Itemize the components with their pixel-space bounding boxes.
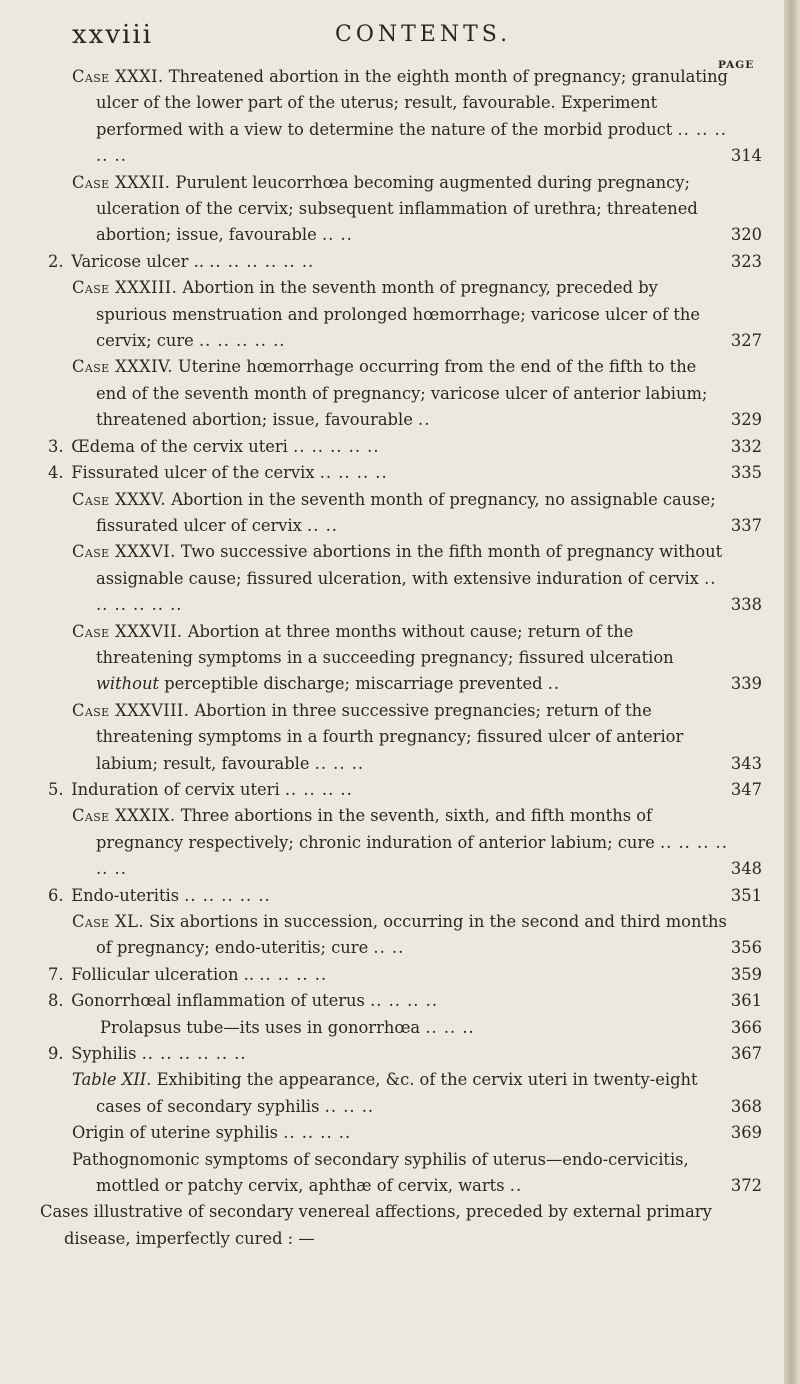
leader-dots: .. .. .. .. .. .. bbox=[209, 251, 315, 271]
entry-text: Abortion in three successive pregnancies; return of the threatening symptoms in a fourth pregnancy; fissured ulcer of anterior labium; result, favourable bbox=[96, 700, 684, 773]
page-number: 348 bbox=[730, 859, 762, 879]
section-number: 9. bbox=[48, 1044, 64, 1064]
page-number: 332 bbox=[730, 436, 762, 456]
toc-entry-case-xxxi bbox=[0, 64, 784, 170]
case-label: Case XXXVIII. bbox=[72, 700, 190, 720]
leader-dots: .. .. .. .. .. .. bbox=[141, 1044, 247, 1064]
toc-entry-section-8 bbox=[0, 988, 784, 1014]
leader-dots: .. .. .. .. .. .. bbox=[96, 568, 717, 615]
entry-text: Induration of cervix uteri bbox=[71, 779, 280, 799]
entry-text: Syphilis bbox=[71, 1044, 137, 1064]
leader-dots: .. .. bbox=[307, 515, 338, 535]
entry-text: Prolapsus tube—its uses in gonorrhœa bbox=[100, 1017, 421, 1037]
case-label: Case XXXIV. bbox=[72, 357, 173, 377]
toc-entry-case-xl bbox=[0, 909, 784, 962]
leader-dots: .. .. .. .. .. bbox=[96, 119, 727, 166]
toc-entry-case-xxxvi bbox=[0, 539, 784, 618]
leader-dots: .. .. .. .. bbox=[283, 1123, 352, 1143]
toc-entry-section-2 bbox=[0, 249, 784, 275]
section-number: 6. bbox=[48, 885, 64, 905]
page-column-label: PAGE bbox=[718, 59, 755, 71]
leader-dots: .. .. .. bbox=[314, 753, 365, 773]
section-number: 2. bbox=[48, 251, 64, 271]
page-number: 335 bbox=[730, 463, 762, 483]
running-title: CONTENTS. bbox=[335, 22, 512, 47]
toc-entry-table-xii bbox=[0, 1067, 784, 1120]
section-number: 5. bbox=[48, 779, 64, 799]
page-number: 361 bbox=[730, 991, 762, 1011]
leader-dots: .. .. .. .. bbox=[370, 991, 438, 1011]
toc-entry-section-7 bbox=[0, 962, 784, 988]
case-label: Case XXXVI. bbox=[72, 542, 176, 562]
page-number: 359 bbox=[730, 964, 762, 984]
toc-entry-pathognomonic bbox=[0, 1147, 784, 1200]
toc-entry-origin-syphilis bbox=[0, 1120, 784, 1146]
leader-dots: .. bbox=[547, 674, 561, 694]
entry-text: Uterine hœmorrhage occurring from the end of the fifth to the end of the seventh month of pregnancy; varicose ulcer of anterior labium; threatened abortion; issue, favourable bbox=[96, 357, 708, 430]
leader-dots: .. .. .. .. bbox=[284, 779, 353, 799]
page-number: 337 bbox=[730, 515, 762, 535]
toc-entry-section-6 bbox=[0, 883, 784, 909]
page-number: 347 bbox=[730, 779, 762, 799]
entry-italic-text: without bbox=[96, 674, 160, 694]
entry-text: Origin of uterine syphilis bbox=[72, 1123, 279, 1143]
table-of-contents bbox=[0, 64, 784, 1252]
entry-text: Abortion in the seventh month of pregnancy, no assignable cause; fissurated ulcer of cervix bbox=[96, 489, 716, 535]
toc-entry-section-5 bbox=[0, 777, 784, 803]
toc-entry-case-xxxii bbox=[0, 170, 784, 249]
leader-dots: .. bbox=[509, 1176, 523, 1196]
page-number: 327 bbox=[730, 331, 762, 351]
entry-text: Œdema of the cervix uteri bbox=[71, 436, 288, 456]
entry-text: Three abortions in the seventh, sixth, and fifth months of pregnancy respectively; chronic induration of anterior labium; cure bbox=[96, 806, 655, 852]
leader-dots: .. .. .. bbox=[324, 1096, 375, 1116]
entry-text: Threatened abortion in the eighth month of pregnancy; granulating ulcer of the lower part of the uterus; result, favourable. Experiment performed with a view to determine the nature of the morbid product bbox=[96, 67, 728, 139]
case-label: Case XXXI. bbox=[72, 67, 164, 86]
table-label: Table XII. bbox=[72, 1070, 152, 1090]
leader-dots: .. .. .. .. bbox=[319, 463, 388, 483]
page-number: 368 bbox=[730, 1096, 762, 1116]
leader-dots: .. bbox=[418, 410, 431, 430]
leader-dots: .. .. .. .. .. .. bbox=[96, 832, 728, 879]
entry-text: Abortion in the seventh month of pregnancy, preceded by spurious menstruation and prolonged hœmorrhage; varicose ulcer of the cervix; cure bbox=[96, 278, 701, 351]
page-folio: xxviii bbox=[72, 20, 153, 50]
toc-entry-case-xxxiv bbox=[0, 354, 784, 433]
toc-entry-case-xxxix bbox=[0, 803, 784, 882]
toc-entry-case-xxxvii bbox=[0, 619, 784, 698]
toc-entry-section-3 bbox=[0, 434, 784, 460]
entry-text: Fissurated ulcer of the cervix bbox=[71, 463, 315, 483]
leader-dots: .. .. .. .. .. bbox=[184, 885, 271, 905]
page-number: 372 bbox=[730, 1176, 762, 1196]
leader-dots: .. .. bbox=[321, 225, 353, 245]
page-number: 369 bbox=[730, 1123, 762, 1143]
section-number: 7. bbox=[48, 964, 64, 984]
page-number: 339 bbox=[730, 674, 762, 694]
entry-text: Cases illustrative of secondary venereal affections, preceded by external primary disease, imperfectly cured : — bbox=[40, 1202, 712, 1248]
toc-entry-case-xxxiii bbox=[0, 275, 784, 354]
entry-text: Abortion at three months without cause; return of the threatening symptoms in a succeeding pregnancy; fissured ulceration bbox=[96, 621, 674, 667]
entry-text: Follicular ulceration .. bbox=[71, 964, 254, 984]
page-number: 320 bbox=[730, 225, 762, 245]
toc-entry-section-4 bbox=[0, 460, 784, 486]
toc-entry-cases-illustrative bbox=[0, 1199, 784, 1252]
section-number: 3. bbox=[48, 436, 64, 456]
entry-text: Two successive abortions in the fifth month of pregnancy without assignable cause; fissured ulceration, with extensive induration of cervix bbox=[96, 542, 723, 588]
toc-entry-prolapsus-tube bbox=[0, 1015, 784, 1041]
entry-text: Pathognomonic symptoms of secondary syphilis of uterus—endo-cervicitis, mottled or patchy cervix, aphthæ of cervix, warts bbox=[72, 1149, 689, 1196]
case-label: Case XL. bbox=[72, 912, 144, 931]
leader-dots: .. .. .. .. bbox=[259, 964, 328, 984]
case-label: Case XXXIX. bbox=[72, 806, 176, 826]
entry-text: Exhibiting the appearance, &c. of the cervix uteri in twenty-eight cases of secondary syphilis bbox=[96, 1070, 698, 1116]
page-number: 314 bbox=[730, 146, 762, 166]
book-fore-edge bbox=[784, 0, 800, 1384]
page-number: 367 bbox=[730, 1044, 762, 1064]
toc-entry-section-9 bbox=[0, 1041, 784, 1067]
toc-entry-case-xxxv bbox=[0, 487, 784, 540]
leader-dots: .. .. .. .. .. bbox=[293, 436, 380, 456]
page-number: 351 bbox=[730, 885, 762, 905]
leader-dots: .. .. bbox=[373, 938, 405, 958]
page-header bbox=[0, 20, 784, 60]
case-label: Case XXXVII. bbox=[72, 621, 183, 641]
leader-dots: .. .. .. .. .. bbox=[199, 331, 286, 351]
section-number: 8. bbox=[48, 991, 64, 1011]
case-label: Case XXXV. bbox=[72, 489, 167, 509]
entry-text: Varicose ulcer .. bbox=[71, 251, 204, 271]
entry-text: Six abortions in succession, occurring in the second and third months of pregnancy; endo-uteritis; cure bbox=[96, 912, 727, 958]
page-number: 343 bbox=[730, 753, 762, 773]
entry-text: Purulent leucorrhœa becoming augmented during pregnancy; ulceration of the cervix; subsequent inflammation of urethra; threatened abortion; issue, favourable bbox=[96, 172, 698, 245]
entry-text: Endo-uteritis bbox=[71, 885, 180, 905]
entry-text-continued: perceptible discharge; miscarriage prevented bbox=[164, 674, 543, 694]
case-label: Case XXXIII. bbox=[72, 278, 178, 298]
page-number: 338 bbox=[730, 595, 762, 615]
page-number: 366 bbox=[730, 1017, 762, 1037]
page-number: 356 bbox=[730, 938, 762, 958]
page-number: 329 bbox=[730, 410, 762, 430]
leader-dots: .. .. .. bbox=[425, 1017, 475, 1037]
case-label: Case XXXII. bbox=[72, 172, 171, 192]
entry-text: Gonorrhœal inflammation of uterus bbox=[71, 991, 365, 1011]
toc-entry-case-xxxviii bbox=[0, 698, 784, 777]
section-number: 4. bbox=[48, 463, 64, 483]
page-number: 323 bbox=[730, 251, 762, 271]
